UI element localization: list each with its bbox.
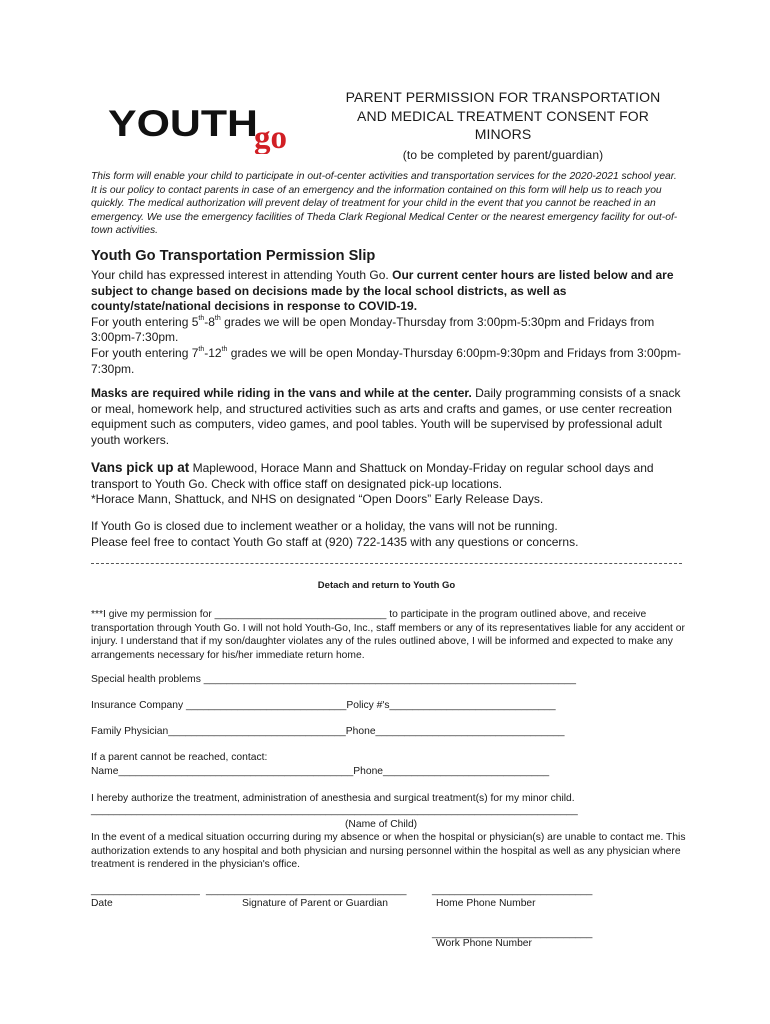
sup: th [214,314,221,322]
hours-line-a: For youth entering 5 [91,314,199,329]
sup: th [198,345,205,353]
hours-line-b-post: grades we will be open Monday-Thursday 6:00pm-9:30pm and Fridays from 3:00pm-7:30pm. [91,345,681,376]
hours-line-b: For youth entering 7 [91,345,199,360]
masks-rest: Daily programming consists of a snack or meal, homework help, and structured activities such as arts and crafts and games, or use center recreation equipment such as computers, video games, and pool tables. Youth will be supervised by professional adult youth workers. [91,386,681,447]
hours-lead: Your child has expressed interest in attending Youth Go. [91,268,393,282]
vans-rest: Maplewood, Horace Mann and Shattuck on Monday-Friday on regular school days and transport to Youth Go. Check with office staff on designated pick-up locations. [91,461,654,491]
detach-heading: Detach and return to Youth Go [317,580,456,591]
contact-label: If a parent cannot be reached, contact: [91,752,268,763]
hours-paragraph [91,268,687,377]
logo-text-main: YOUTH [108,103,258,144]
youth-go-logo-graphic [108,102,303,154]
hours-bold: Our current center hours are listed below and are subject to change based on decisions made by the local school districts, as well as county/state/national decisions in response to COVID-19. [91,268,674,314]
child-name-line[interactable]: _____________________________________________________________________________________ [91,805,578,816]
vans-line-2: *Horace Mann, Shattuck, and NHS on designated “Open Doors” Early Release Days. [91,492,544,507]
hours-line-b-mid: -12 [204,345,222,360]
work-phone-label: Work Phone Number [436,938,532,949]
closure-line-1: If Youth Go is closed due to inclement weather or a holiday, the vans will not be running. [91,519,558,533]
authorize-statement: I hereby authorize the treatment, administration of anesthesia and surgical treatment(s) for my minor child. [91,793,575,804]
closure-line-2: Please feel free to contact Youth Go staff at (920) 722-1435 with any questions or concerns. [91,534,579,549]
logo-text-go: go [254,120,287,154]
permission-statement: ***I give my permission for ______________________________ to participate in the program outlined above, and receive transportation through Youth Go. I will not hold Youth-Go, Inc., staff members or any of its representatives liable for any accident or injury. I understand that if my son/daughter violates any of the rules outlined above, I will be informed and expected to make any arrangements necessary for his/her immediate return home. [91,609,685,661]
masks-bold: Masks are required while riding in the vans and while at the center. [91,386,472,400]
youth-go-logo [108,102,303,154]
insurance-field[interactable]: Insurance Company ____________________________Policy #'s_____________________________ [91,700,556,711]
title-line-1: PARENT PERMISSION FOR TRANSPORTATION [345,89,661,105]
vans-paragraph [91,460,687,508]
date-label: Date [91,898,113,909]
work-phone-line[interactable]: ____________________________ [432,928,593,939]
section-heading: Youth Go Transportation Permission Slip [91,248,376,264]
masks-paragraph [91,386,687,448]
intro-paragraph: This form will enable your child to participate in out-of-center activities and transportation services for the 2020-2021 school year. It is our policy to contact parents in case of an emergency and the information contained on this form will help us to reach you quickly. The medical authorization will prevent delay of treatment for your child in the event that you cannot be reached in an emergency. We use the emergency facilities of Theda Clark Regional Medical Center or the nearest emergency facility for out-of-town activities. [91,171,678,236]
detach-divider [91,563,682,564]
sup: th [198,314,205,322]
contact-name-field[interactable]: Name_________________________________________Phone_____________________________ [91,766,550,777]
title-line-2: AND MEDICAL TREATMENT CONSENT FOR [357,107,649,124]
vans-bold: Vans pick up at [91,460,190,475]
hours-line-a-post: grades we will be open Monday-Thursday from 3:00pm-5:30pm and Fridays from 3:00pm-7:30pm. [91,314,655,345]
home-phone-label: Home Phone Number [436,898,536,909]
child-name-label: (Name of Child) [345,819,418,830]
health-field[interactable]: Special health problems _________________________________________________________________ [91,674,576,685]
date-line[interactable]: ___________________ [91,885,200,896]
home-phone-line[interactable]: ____________________________ [432,885,593,896]
title-line-3: MINORS [474,126,532,142]
medical-authorization-text: In the event of a medical situation occurring during my absence or when the hospital or physician(s) are unable to contact me. This authorization extends to any hospital and both physician and nursing personnel within the hospital as well as any physician where treatment is rendered in the physician's office. [91,832,686,870]
page-title [318,88,688,164]
signature-line[interactable]: ___________________________________ [206,885,407,896]
physician-field[interactable]: Family Physician_______________________________Phone_________________________________ [91,726,565,737]
hours-line-a-mid: -8 [204,314,215,329]
signature-label: Signature of Parent or Guardian [242,898,388,909]
sup: th [221,345,228,353]
closure-paragraph [91,519,687,550]
title-subtitle: (to be completed by parent/guardian) [402,147,604,162]
